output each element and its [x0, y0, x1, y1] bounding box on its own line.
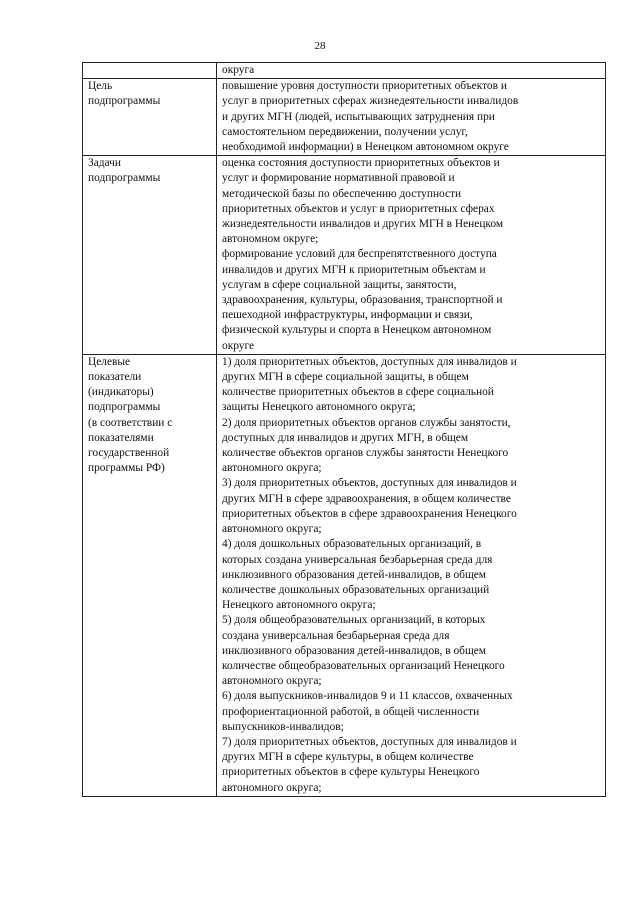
- text-line: автономного округа;: [222, 462, 322, 475]
- text-line: приоритетных объектов и услуг в приоритетных сферах: [222, 202, 495, 215]
- text-line: 7) доля приоритетных объектов, доступных для инвалидов и: [222, 735, 517, 748]
- table-row-indicators: [83, 354, 606, 796]
- text-line: повышение уровня доступности приоритетных объектов и: [222, 80, 507, 93]
- text-line: других МГН в сфере культуры, в общем количестве: [222, 751, 474, 764]
- text-line: здравоохранения, культуры, образования, транспортной и: [222, 294, 503, 307]
- text-line: оценка состояния доступности приоритетных объектов и: [222, 157, 500, 170]
- text-line: количестве объектов органов службы занятости Ненецкого: [222, 447, 509, 460]
- text-line: самостоятельном передвижении, получении услуг,: [222, 125, 468, 138]
- text-line: необходимой информации) в Ненецком автономном округе: [222, 141, 509, 154]
- label-line: (индикаторы): [88, 386, 154, 399]
- text-line: округа: [222, 64, 255, 76]
- text-line: 4) доля дошкольных образовательных организаций, в: [222, 538, 482, 551]
- text-line: других МГН в сфере социальной защиты, в общем: [222, 371, 469, 384]
- text-line: приоритетных объектов в сфере здравоохранения Ненецкого: [222, 507, 517, 520]
- table-row-tasks: [83, 156, 606, 355]
- label-line: Цель: [88, 80, 113, 93]
- text-line: 5) доля общеобразовательных организаций, в которых: [222, 614, 486, 627]
- text-line: создана универсальная безбарьерная среда для: [222, 629, 450, 642]
- content-cell: [217, 79, 606, 156]
- label-line: государственной: [88, 447, 170, 460]
- text-line: жизнедеятельности инвалидов и других МГН в Ненецком: [222, 218, 504, 231]
- label-cell: [83, 63, 217, 79]
- text-line: количестве приоритетных объектов в сфере социальной: [222, 386, 494, 399]
- page-number: 28: [314, 40, 326, 52]
- text-line: услугам в сфере социальной защиты, занятости,: [222, 278, 457, 291]
- text-line: формирование условий для беспрепятственного доступа: [222, 248, 497, 261]
- label-cell: [83, 354, 217, 796]
- label-line: показатели: [88, 371, 142, 384]
- text-line: инклюзивного образования детей-инвалидов, в общем: [222, 568, 486, 581]
- text-line: профориентационной работой, в общей численности: [222, 705, 480, 718]
- text-line: Ненецкого автономного округа;: [222, 599, 376, 612]
- text-line: количестве дошкольных образовательных организаций: [222, 583, 490, 596]
- text-line: услуг и формирование нормативной правовой и: [222, 172, 455, 185]
- text-line: инклюзивного образования детей-инвалидов, в общем: [222, 644, 486, 657]
- text-line: услуг в приоритетных сферах жизнедеятельности инвалидов: [222, 95, 519, 108]
- text-line: 2) доля приоритетных объектов органов службы занятости,: [222, 416, 511, 429]
- text-line: округе: [222, 339, 255, 352]
- text-line: автономного округа;: [222, 781, 322, 794]
- text-line: физической культуры и спорта в Ненецком автономном: [222, 324, 492, 337]
- label-line: программы РФ): [88, 462, 165, 475]
- text-line: и других МГН (людей, испытывающих затруднения при: [222, 110, 495, 123]
- text-line: выпускников-инвалидов;: [222, 720, 344, 733]
- label-cell: [83, 79, 217, 156]
- text-line: пешеходной инфраструктуры, информации и связи,: [222, 309, 473, 322]
- content-cell: [217, 156, 606, 355]
- content-cell: [217, 354, 606, 796]
- text-line: количестве общеобразовательных организаций Ненецкого: [222, 659, 505, 672]
- text-line: автономном округе;: [222, 233, 319, 246]
- text-line: защиты Ненецкого автономного округа;: [222, 401, 416, 414]
- label-cell: [83, 156, 217, 355]
- table-row-continuation: [83, 63, 606, 79]
- table-row-goal: [83, 79, 606, 156]
- text-line: 1) доля приоритетных объектов, доступных для инвалидов и: [222, 355, 517, 368]
- label-line: Целевые: [88, 355, 131, 368]
- label-line: (в соответствии с: [88, 416, 173, 429]
- text-line: 6) доля выпускников-инвалидов 9 и 11 классов, охваченных: [222, 690, 513, 703]
- label-line: Задачи: [88, 157, 121, 170]
- text-line: доступных для инвалидов и других МГН, в общем: [222, 431, 469, 444]
- label-line: показателями: [88, 431, 154, 444]
- text-line: приоритетных объектов в сфере культуры Ненецкого: [222, 766, 480, 779]
- text-line: автономного округа;: [222, 675, 322, 688]
- text-line: методической базы по обеспечению доступности: [222, 187, 462, 200]
- text-line: 3) доля приоритетных объектов, доступных для инвалидов и: [222, 477, 517, 490]
- subprogram-passport-table: [82, 62, 606, 797]
- content-cell: [217, 63, 606, 79]
- text-line: других МГН в сфере здравоохранения, в общем количестве: [222, 492, 511, 505]
- text-line: инвалидов и других МГН к приоритетным объектам и: [222, 263, 486, 276]
- label-line: подпрограммы: [88, 172, 161, 185]
- label-line: подпрограммы: [88, 95, 161, 108]
- text-line: автономного округа;: [222, 523, 322, 536]
- label-line: подпрограммы: [88, 401, 161, 414]
- text-line: которых создана универсальная безбарьерная среда для: [222, 553, 493, 566]
